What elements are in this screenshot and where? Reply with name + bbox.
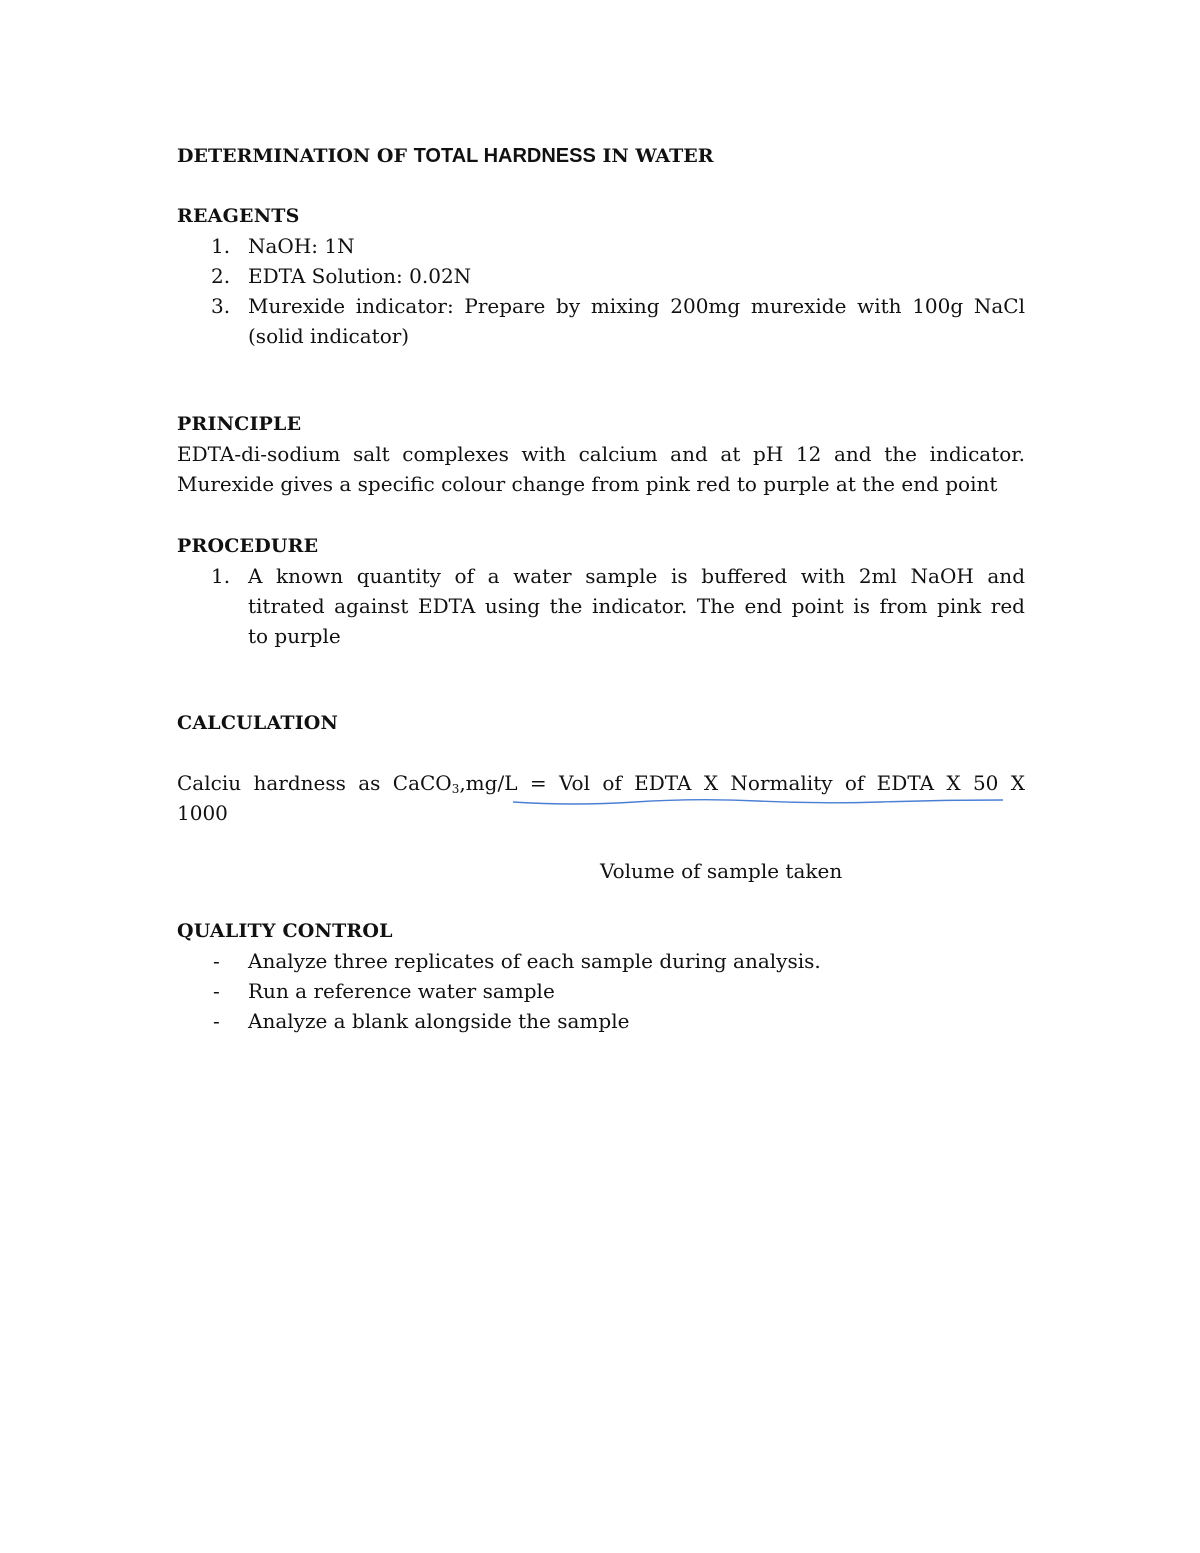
paragraph-line: Murexide gives a specific colour change from pink red to purple at the end point — [177, 472, 998, 496]
formula-line — [177, 768, 1025, 798]
spellcheck-underline — [513, 797, 1003, 807]
title-prefix: DETERMINATION OF — [177, 145, 414, 167]
reagents-heading: REAGENTS — [177, 205, 300, 227]
list-text: Analyze three replicates of each sample during analysis. — [248, 949, 821, 973]
list-bullet: - — [213, 949, 220, 973]
list-text: Analyze a blank alongside the sample — [248, 1009, 630, 1033]
list-text-line: titrated against EDTA using the indicator. The end point is from pink red — [248, 594, 1025, 618]
list-text — [248, 291, 1025, 351]
formula-rhs: = Vol of EDTA X Normality of EDTA X 50 X — [529, 771, 1025, 795]
document-title — [177, 141, 714, 171]
formula-lhs-text: Calciu hardness as CaCO — [177, 771, 452, 795]
formula-line: 1000 — [177, 801, 228, 825]
list-text-line: (solid indicator) — [248, 324, 410, 348]
list-text-line: to purple — [248, 624, 341, 648]
list-text — [248, 561, 1025, 651]
list-bullet: - — [213, 979, 220, 1003]
list-number: 3. — [211, 294, 231, 318]
principle-paragraph — [177, 439, 1025, 499]
paragraph-line: EDTA-di-sodium salt complexes with calcium and at pH 12 and the indicator. — [177, 442, 1025, 466]
document-page — [177, 0, 1025, 1553]
list-text: EDTA Solution: 0.02N — [248, 264, 472, 288]
title-suffix: IN WATER — [595, 145, 714, 167]
list-text: Run a reference water sample — [248, 979, 555, 1003]
list-text: NaOH: 1N — [248, 234, 355, 258]
list-number: 1. — [211, 564, 231, 588]
principle-heading: PRINCIPLE — [177, 413, 302, 435]
procedure-heading: PROCEDURE — [177, 535, 319, 557]
formula-denominator: Volume of sample taken — [600, 859, 843, 883]
formula-lhs — [177, 771, 517, 795]
list-bullet: - — [213, 1009, 220, 1033]
calculation-heading: CALCULATION — [177, 712, 339, 734]
list-number: 1. — [211, 234, 231, 258]
formula-unit: ,mg/L — [459, 771, 518, 795]
list-text-line: Murexide indicator: Prepare by mixing 200mg murexide with 100g NaCl — [248, 294, 1025, 318]
title-main: TOTAL HARDNESS — [413, 145, 596, 167]
formula-subscript: 3 — [451, 782, 460, 796]
list-text-line: A known quantity of a water sample is buffered with 2ml NaOH and — [248, 564, 1025, 588]
list-number: 2. — [211, 264, 231, 288]
quality-control-heading: QUALITY CONTROL — [177, 920, 393, 942]
